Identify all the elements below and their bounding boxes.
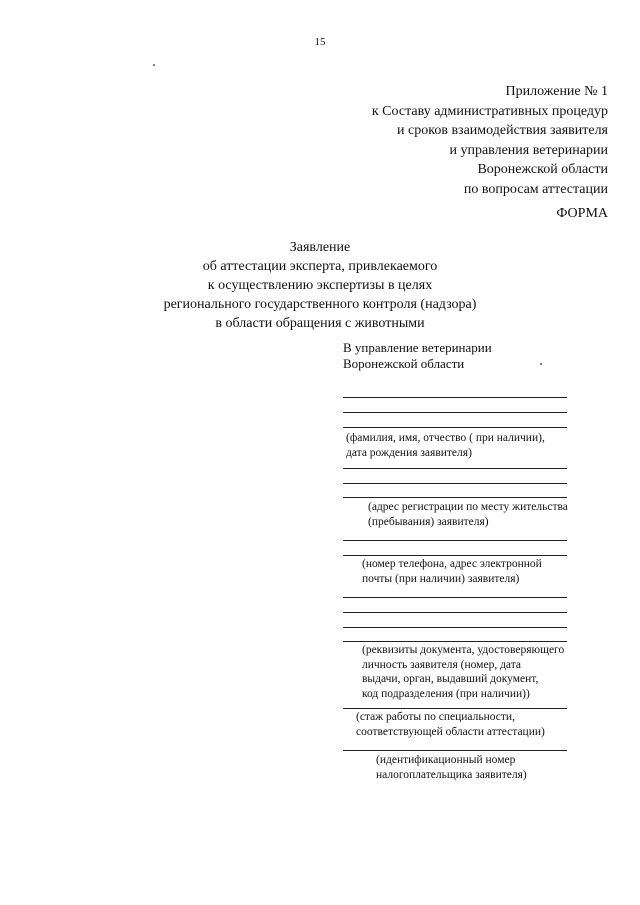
fill-line[interactable] — [343, 627, 567, 628]
fill-line[interactable] — [343, 497, 567, 498]
caption-line: личность заявителя (номер, дата — [362, 658, 521, 671]
caption-address — [368, 500, 568, 529]
appendix-line: к Составу административных процедур — [371, 103, 608, 119]
caption-line: дата рождения заявителя) — [346, 446, 472, 459]
document-title — [0, 238, 640, 333]
fill-line[interactable] — [343, 641, 567, 642]
caption-line: (стаж работы по специальности, — [356, 711, 515, 723]
scan-speck — [540, 363, 542, 365]
fill-line[interactable] — [343, 708, 567, 709]
appendix-line: Воронежской области — [477, 162, 608, 178]
appendix-line: и управления ветеринарии — [449, 142, 608, 158]
caption-line: код подразделения (при наличии)) — [362, 687, 530, 700]
appendix-line: по вопросам аттестации — [463, 181, 608, 197]
title-line: в области обращения с животными — [215, 316, 425, 331]
caption-line: (адрес регистрации по месту жительства — [368, 501, 568, 513]
appendix-line: и сроков взаимодействия заявителя — [397, 123, 608, 139]
page-number: 15 — [314, 36, 326, 48]
caption-line: (реквизиты документа, удостоверяющего — [362, 644, 565, 656]
fill-line[interactable] — [343, 540, 567, 541]
addressee-line: В управление ветеринарии — [343, 340, 492, 355]
fill-line[interactable] — [343, 612, 567, 613]
caption-line: налогоплательщика заявителя) — [376, 768, 527, 781]
fill-line[interactable] — [343, 412, 567, 413]
form-label: ФОРМА — [556, 206, 608, 221]
caption-line: (пребывания) заявителя) — [368, 515, 489, 528]
fill-line[interactable] — [343, 483, 567, 484]
title-line: об аттестации эксперта, привлекаемого — [202, 259, 438, 274]
caption-inn — [376, 753, 527, 782]
caption-line: (номер телефона, адрес электронной — [362, 558, 542, 570]
addressee-line: Воронежской области — [343, 356, 465, 371]
fill-line[interactable] — [343, 427, 567, 428]
caption-document — [362, 643, 564, 701]
caption-line: соответствующей области аттестации) — [356, 725, 545, 738]
fill-line[interactable] — [343, 750, 567, 751]
fill-line[interactable] — [343, 468, 567, 469]
title-line: Заявление — [289, 240, 351, 255]
caption-line: (фамилия, имя, отчество ( при наличии), — [346, 432, 545, 444]
fill-line[interactable] — [343, 597, 567, 598]
caption-contacts — [362, 557, 542, 586]
caption-experience — [356, 710, 545, 739]
appendix-header — [372, 82, 608, 200]
title-line: регионального государственного контроля (надзора) — [163, 297, 477, 312]
caption-line: выдачи, орган, выдавший документ, — [362, 673, 539, 685]
scan-speck — [153, 64, 155, 66]
fill-line[interactable] — [343, 397, 567, 398]
appendix-line: Приложение № 1 — [505, 84, 608, 99]
caption-full-name — [346, 431, 545, 460]
addressee — [343, 340, 492, 372]
caption-line: (идентификационный номер — [376, 754, 516, 766]
caption-line: почты (при наличии) заявителя) — [362, 572, 520, 585]
title-line: к осуществлению экспертизы в целях — [207, 278, 433, 293]
fill-line[interactable] — [343, 555, 567, 556]
